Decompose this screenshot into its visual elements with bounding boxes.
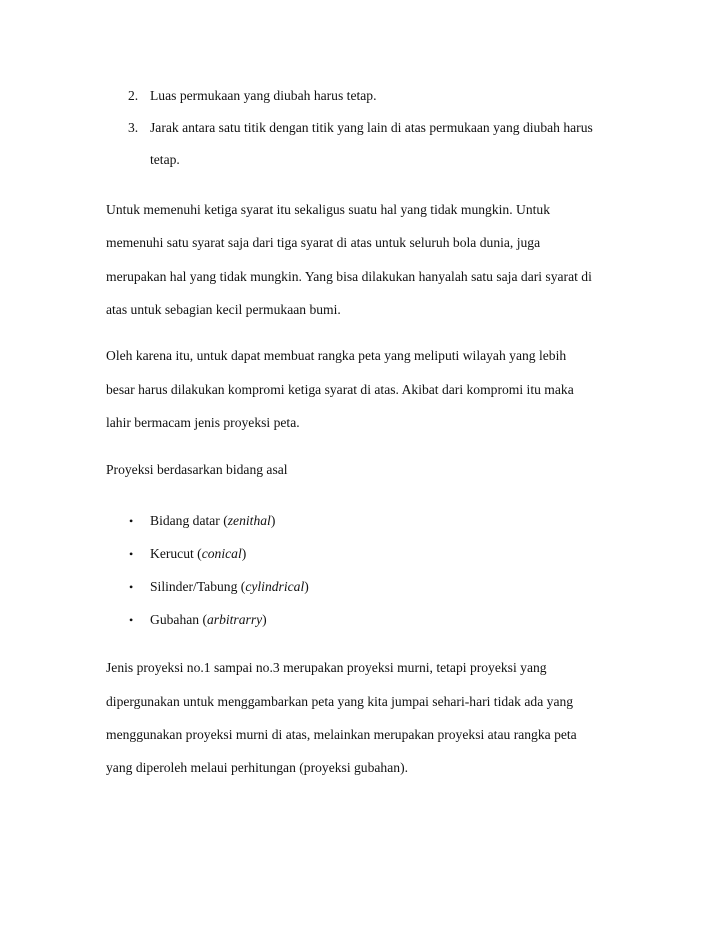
bullet-icon: • (129, 613, 134, 627)
section-label: Proyeksi berdasarkan bidang asal (106, 462, 288, 477)
paragraph-line: Oleh karena itu, untuk dapat membuat rangka peta yang meliputi wilayah yang lebih (106, 348, 567, 363)
list-item-text: Luas permukaan yang diubah harus tetap. (150, 88, 377, 103)
paragraph-line: menggunakan proyeksi murni di atas, melainkan merupakan proyeksi atau rangka peta (106, 727, 577, 742)
bullet-icon: • (129, 547, 134, 561)
list-item: Gubahan (arbitrarry) (150, 612, 267, 627)
bullet-icon: • (129, 514, 134, 528)
list-item: Bidang datar (zenithal) (150, 513, 276, 528)
list-number: 2. (128, 88, 139, 103)
paragraph-line: besar harus dilakukan kompromi ketiga syarat di atas. Akibat dari kompromi itu maka (106, 382, 574, 397)
list-number: 3. (128, 120, 139, 135)
paragraph-line: atas untuk sebagian kecil permukaan bumi. (106, 302, 341, 317)
paragraph-line: lahir bermacam jenis proyeksi peta. (106, 415, 300, 430)
paragraph-line: dipergunakan untuk menggambarkan peta yang kita jumpai sehari-hari tidak ada yang (106, 694, 574, 709)
paragraph-line: memenuhi satu syarat saja dari tiga syarat di atas untuk seluruh bola dunia, juga (106, 235, 541, 250)
list-item: Kerucut (conical) (150, 546, 247, 561)
paragraph-line: merupakan hal yang tidak mungkin. Yang bisa dilakukan hanyalah satu saja dari syarat di (106, 269, 592, 284)
paragraph-line: Untuk memenuhi ketiga syarat itu sekaligus suatu hal yang tidak mungkin. Untuk (106, 202, 550, 217)
paragraph-line: yang diperoleh melaui perhitungan (proyeksi gubahan). (106, 760, 408, 775)
list-item-text: tetap. (150, 152, 180, 167)
list-item-text: Jarak antara satu titik dengan titik yang lain di atas permukaan yang diubah harus (150, 120, 593, 135)
list-item: Silinder/Tabung (cylindrical) (150, 579, 309, 594)
paragraph-line: Jenis proyeksi no.1 sampai no.3 merupakan proyeksi murni, tetapi proyeksi yang (106, 660, 547, 675)
bullet-icon: • (129, 580, 134, 594)
